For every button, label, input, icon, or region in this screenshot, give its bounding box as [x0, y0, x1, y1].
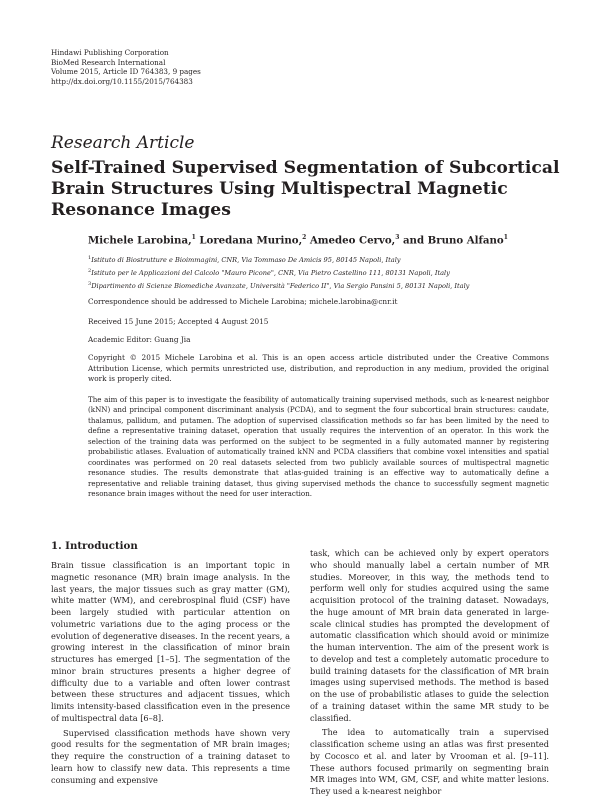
publisher-line: Hindawi Publishing Corporation	[51, 48, 169, 57]
author-name: Loredana Murino,	[199, 234, 303, 247]
article-type: Research Article	[51, 133, 195, 153]
affiliation-item	[88, 266, 469, 279]
journal-header	[51, 48, 201, 86]
abstract: The aim of this paper is to investigate the feasibility of automatically training supervised methods, such as k-nearest neighbor (kNN) and principal component discriminant analysis (PCDA), and to segment the four subcortical brain structures: caudate, thalamus, pallidum, and putamen. The adoption of supervised classification methods so far has been limited by the need to define a representative training dataset, operation that usually requires the intervention of an operator. In this work the selection of the training data was performed on the subject to be segmented in a fully automated manner by registering probabilistic atlases. Evaluation of automatically trained kNN and PCDA classifiers that combine voxel intensities and spatial coordinates was performed on 20 real datasets selected from two publicly available sources of multispectral magnetic resonance studies. The results demonstrate that atlas-guided training is an effective way to automatically define a representative and reliable training dataset, thus giving supervised methods the chance to successfully segment magnetic resonance brain images without the need for user interaction.	[88, 395, 549, 499]
doi-link[interactable]: http://dx.doi.org/10.1155/2015/764383	[51, 76, 193, 86]
body-paragraph: The idea to automatically train a supervised classification scheme using an atlas was first presented by Cocosco et al. and later by Vrooman et al. [9–11]. These authors focused primarily on segmenting brain MR images into WM, GM, CSF, and white matter lesions. They used a k-nearest neighbor	[310, 727, 549, 796]
left-column	[51, 540, 290, 786]
affiliation-item	[88, 253, 469, 266]
right-column	[310, 548, 549, 798]
author-affil-marker: 2	[302, 234, 307, 241]
volume-line: Volume 2015, Article ID 764383, 9 pages	[51, 67, 201, 77]
paper-title: Self-Trained Supervised Segmentation of Subcortical Brain Structures Using Multispectral Magnetic Resonance Images	[51, 158, 560, 220]
affiliation-list	[88, 253, 469, 293]
affiliation-marker: 1	[88, 255, 92, 261]
author-name: Amedeo Cervo,	[309, 234, 396, 247]
section-heading: 1. Introduction	[51, 540, 138, 552]
author-affil-marker: 3	[395, 234, 400, 241]
author-affil-marker: 1	[191, 234, 196, 241]
body-paragraph: Brain tissue classification is an important topic in magnetic resonance (MR) brain image analysis. In the last years, the major tissues such as gray matter (GM), white matter (WM), and cerebrospinal fluid (CSF) have been largely studied with particular attention on volumetric variations due to the aging process or the evolution of degenerative diseases. In the recent years, a growing interest in the classification of minor brain structures has emerged [1–5]. The segmentation of the minor brain structures presents a higher degree of difficulty due to a variable and often lower contrast between these structures and adjacent tissues, which limits intensity-based classification even in the presence of multispectral data [6–8].	[51, 560, 290, 723]
body-paragraph: Supervised classification methods have shown very good results for the segmentation of MR brain images; they require the construction of a training dataset to learn how to classify new data. This represents a time consuming and expensive	[51, 727, 290, 785]
received-dates: Received 15 June 2015; Accepted 4 August 2015	[88, 317, 269, 326]
academic-editor: Academic Editor: Guang Jia	[88, 335, 191, 344]
author-list	[88, 234, 508, 246]
affiliation-text: Istituto per le Applicazioni del Calcolo "Mauro Picone", CNR, Via Pietro Castellino 111, 80131 Napoli, Italy	[91, 269, 450, 278]
journal-line: BioMed Research International	[51, 57, 166, 67]
copyright-notice: Copyright © 2015 Michele Larobina et al. This is an open access article distributed under the Creative Commons Attribution License, which permits unrestricted use, distribution, and reproduction in any medium, provided the original work is properly cited.	[88, 353, 549, 383]
correspondence-note: Correspondence should be addressed to Michele Larobina; michele.larobina@cnr.it	[88, 297, 398, 306]
author-name: Michele Larobina,	[88, 234, 192, 247]
affiliation-text: Dipartimento di Scienze Biomediche Avanzate, Università "Federico II", Via Sergio Pansini 5, 80131 Napoli, Italy	[91, 282, 470, 291]
affiliation-marker: 2	[88, 268, 92, 275]
body-paragraph: task, which can be achieved only by expert operators who should manually label a certain number of MR studies. Moreover, in this way, the methods tend to perform well only for studies acquired using the same acquisition protocol of the training dataset. Nowadays, the huge amount of MR brain data generated in large-scale clinical studies has prompted the development of automatic classification which should avoid or minimize the human intervention. The aim of the present work is to develop and test a completely automatic procedure to build training datasets for the classification of MR brain images using supervised methods. The method is based on the use of probabilistic atlases to guide the selection of a training dataset within the same MR study to be classified.	[310, 548, 549, 723]
affiliation-text: Istituto di Biostrutture e Bioimmagini, CNR, Via Tommaso De Amicis 95, 80145 Napoli, Italy	[91, 256, 401, 265]
author-affil-marker: 1	[503, 234, 508, 241]
author-name: and Bruno Alfano	[402, 234, 504, 247]
affiliation-marker: 3	[88, 281, 92, 288]
affiliation-item	[88, 279, 469, 292]
